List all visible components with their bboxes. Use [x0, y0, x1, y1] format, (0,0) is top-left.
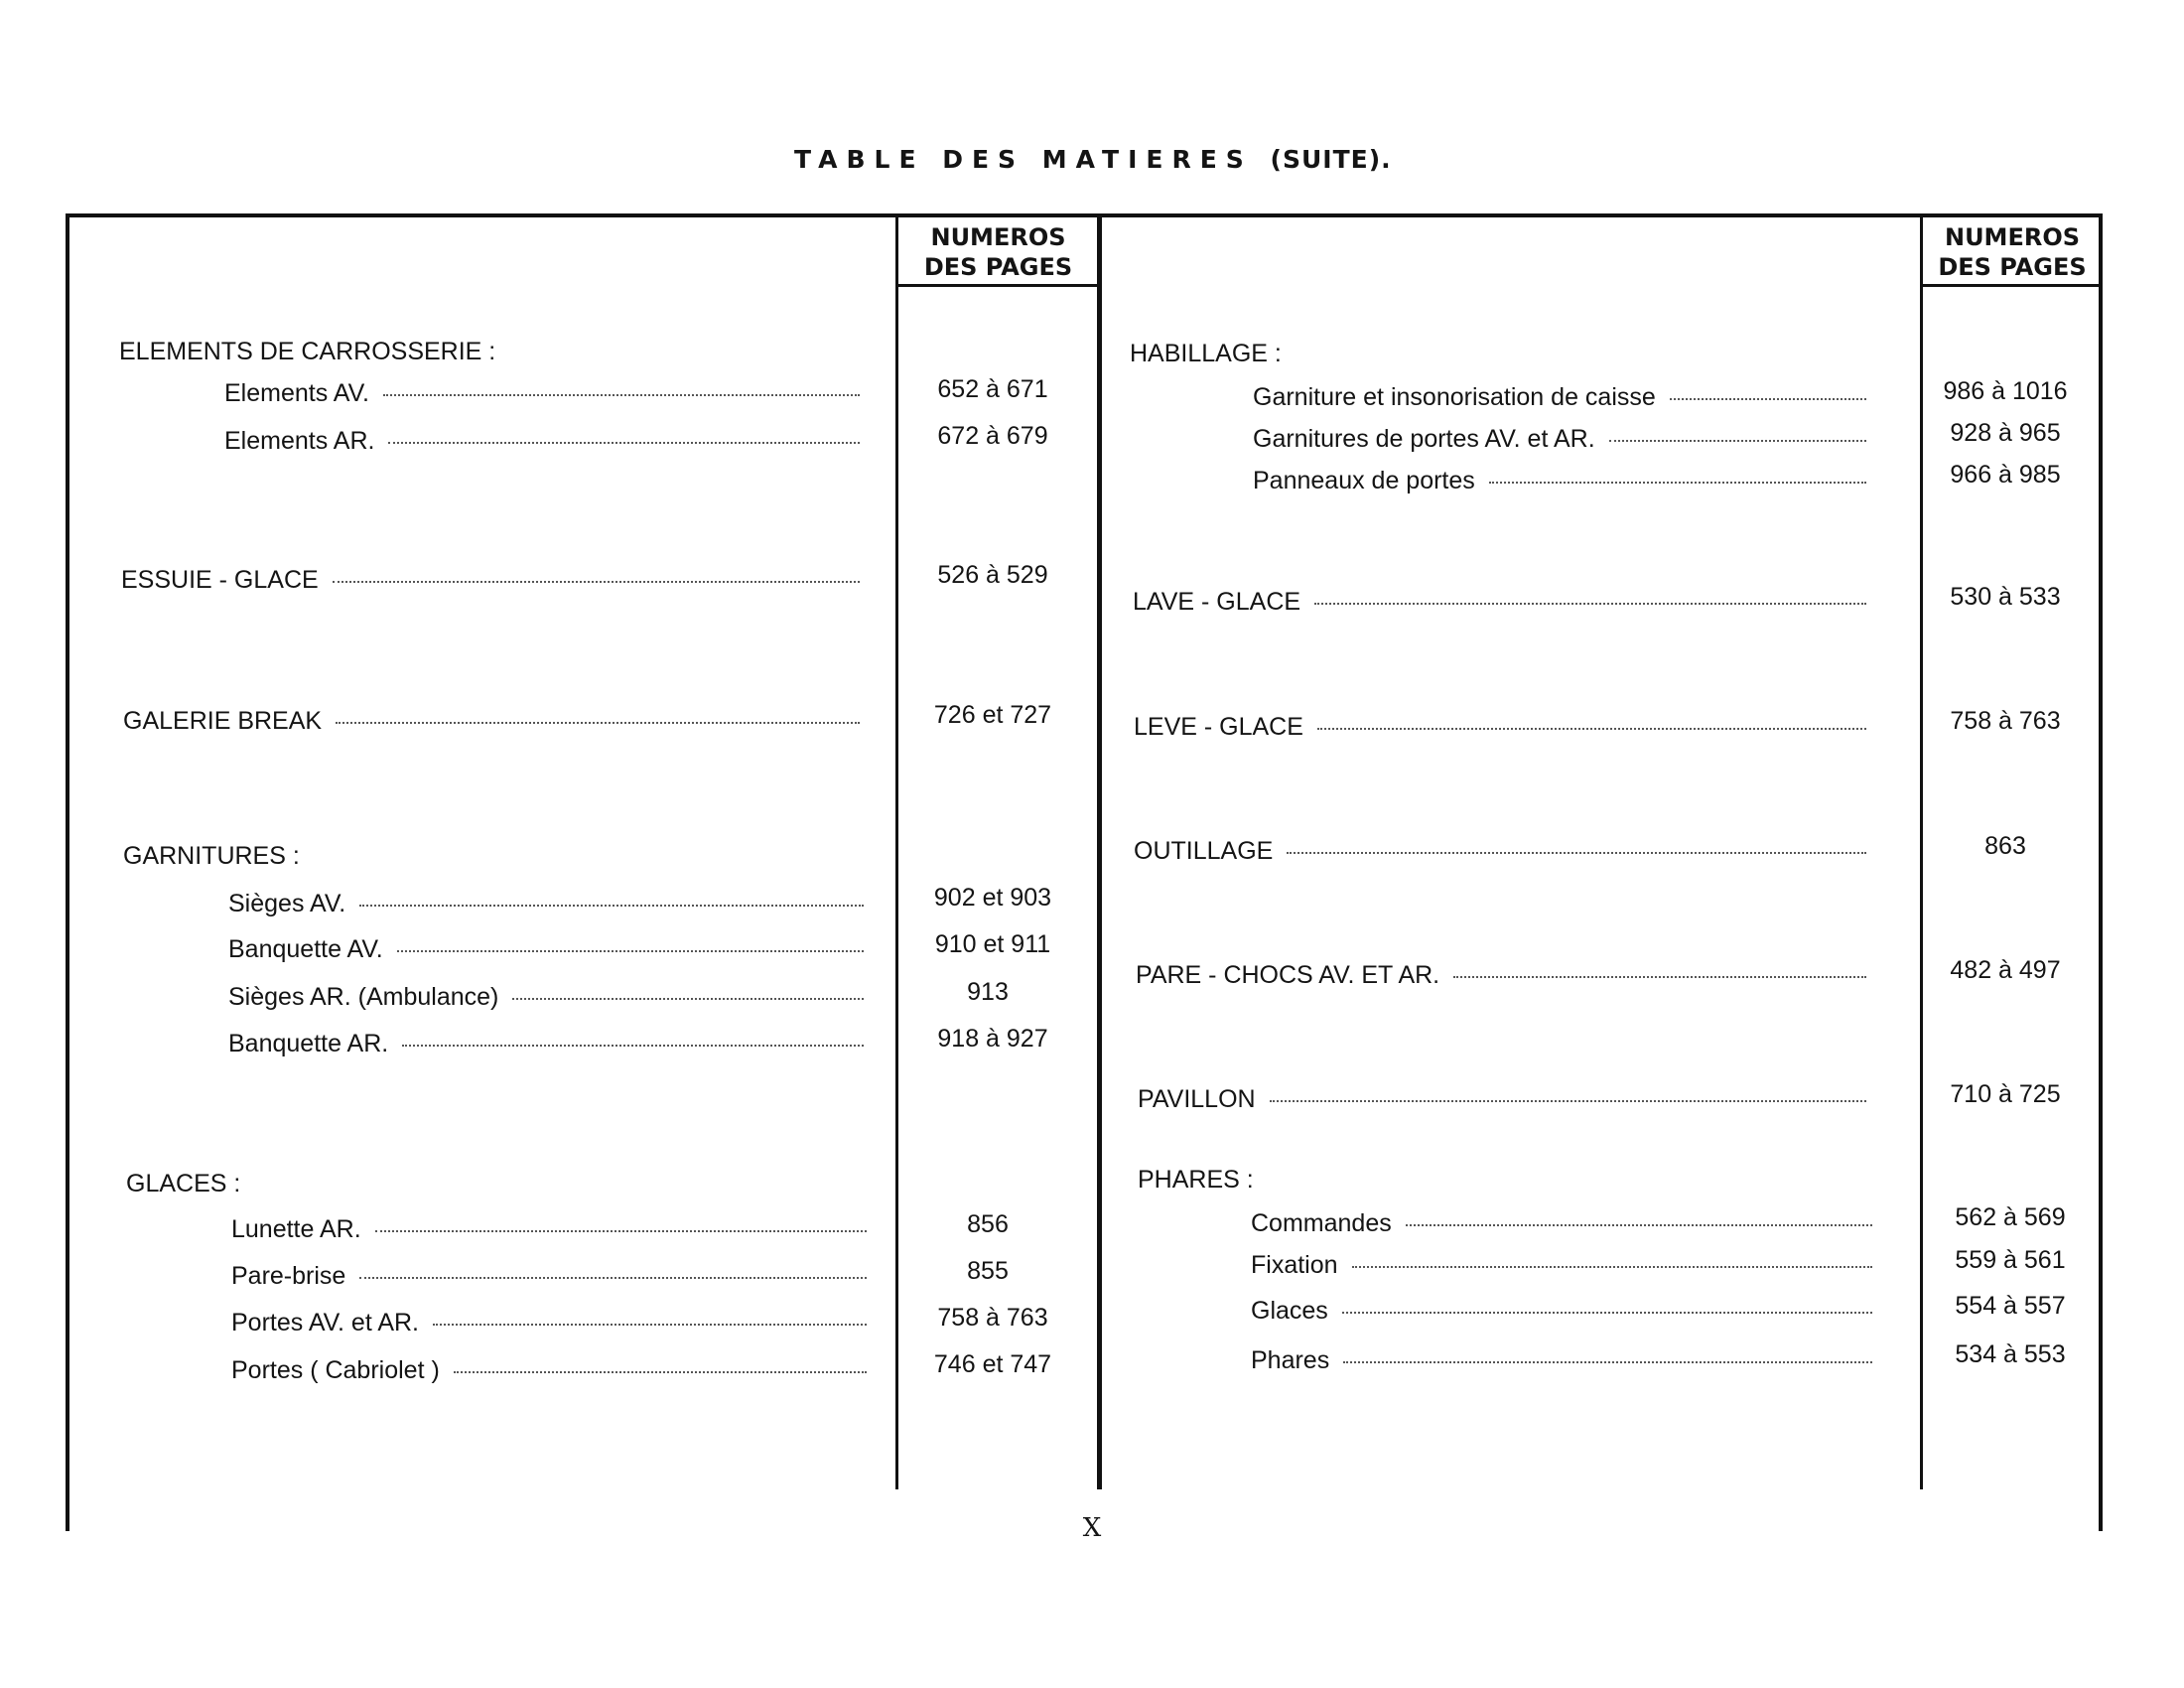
leader-dots: [388, 442, 860, 444]
page-number: 913: [967, 978, 1009, 1006]
page-number: 856: [967, 1210, 1009, 1238]
header-line2: DES PAGES: [1938, 253, 2087, 281]
page-number: 855: [967, 1257, 1009, 1285]
toc-entry[interactable]: [1251, 1346, 1872, 1375]
leader-dots: [402, 1045, 864, 1047]
page-number: 710 à 725: [1950, 1080, 2061, 1108]
leader-dots: [1670, 398, 1866, 400]
leader-dots: [433, 1324, 867, 1326]
page-number: 554 à 557: [1955, 1292, 2066, 1320]
page-number: 910 et 911: [934, 930, 1051, 958]
page-number: 986 à 1016: [1943, 377, 2068, 405]
leader-dots: [454, 1371, 867, 1373]
toc-entry[interactable]: [231, 1309, 867, 1337]
page-number: 918 à 927: [937, 1025, 1048, 1053]
toc-entry[interactable]: [1136, 961, 1866, 990]
toc-entry[interactable]: [1253, 425, 1866, 454]
leader-dots: [333, 581, 860, 583]
left-page-column-header: [897, 217, 1099, 287]
leader-dots: [397, 950, 864, 952]
entry-label: Pare-brise: [231, 1262, 346, 1290]
page-number: 526 à 529: [937, 561, 1048, 589]
entry-label: Portes AV. et AR.: [231, 1309, 420, 1336]
page-number: 863: [1984, 832, 2026, 860]
leader-dots: [1317, 728, 1866, 730]
toc-entry[interactable]: [1251, 1251, 1872, 1280]
entry-label: Glaces: [1251, 1297, 1328, 1325]
entry-label: Garniture et insonorisation de caisse: [1253, 383, 1656, 411]
left-page-column-line: [895, 217, 898, 1489]
page-number: 902 et 903: [933, 884, 1052, 912]
leader-dots: [512, 998, 864, 1000]
page-number: 746 et 747: [933, 1350, 1052, 1378]
toc-entry[interactable]: [231, 1356, 867, 1385]
page-title: [794, 145, 1390, 174]
leader-dots: [375, 1230, 867, 1232]
entry-label: Portes ( Cabriolet ): [231, 1356, 440, 1384]
toc-entry[interactable]: [231, 1262, 867, 1291]
leader-dots: [1343, 1361, 1872, 1363]
entry-label: Elements AV.: [224, 379, 369, 407]
leader-dots: [1406, 1224, 1872, 1226]
entry-label: PAVILLON: [1138, 1085, 1256, 1113]
entry-label: Panneaux de portes: [1253, 467, 1475, 494]
page-number: 652 à 671: [937, 375, 1048, 403]
page-number: 672 à 679: [937, 422, 1048, 450]
entry-label: ESSUIE - GLACE: [121, 566, 319, 594]
page-number: 482 à 497: [1950, 956, 2061, 984]
toc-entry[interactable]: [1253, 467, 1866, 495]
toc-entry[interactable]: [231, 1215, 867, 1244]
toc-entry[interactable]: [1134, 837, 1866, 866]
leader-dots: [336, 722, 860, 724]
section-heading-habillage: HABILLAGE :: [1130, 340, 1282, 367]
leader-dots: [1489, 482, 1866, 484]
leader-dots: [1270, 1100, 1866, 1102]
toc-entry[interactable]: [228, 1030, 864, 1058]
entry-label: LEVE - GLACE: [1134, 713, 1303, 741]
entry-label: Sièges AR. (Ambulance): [228, 983, 499, 1011]
entry-label: Banquette AV.: [228, 935, 383, 963]
title-suite: (SUITE).: [1270, 145, 1392, 174]
entry-label: Banquette AR.: [228, 1030, 389, 1057]
section-heading-carrosserie: ELEMENTS DE CARROSSERIE :: [119, 338, 496, 365]
entry-label: LAVE - GLACE: [1133, 588, 1301, 616]
toc-entry[interactable]: [228, 983, 864, 1012]
leader-dots: [359, 1277, 867, 1279]
section-heading-glaces: GLACES :: [126, 1170, 241, 1197]
right-page-column-header: [1922, 217, 2103, 287]
leader-dots: [1609, 440, 1866, 442]
page-number: 726 et 727: [933, 701, 1052, 729]
page-number: 562 à 569: [1955, 1203, 2066, 1231]
toc-entry[interactable]: [1253, 383, 1866, 412]
leader-dots: [1453, 976, 1866, 978]
toc-entry[interactable]: [1251, 1209, 1872, 1238]
page-number: 758 à 763: [937, 1304, 1048, 1332]
leader-dots: [1352, 1266, 1872, 1268]
entry-label: OUTILLAGE: [1134, 837, 1274, 865]
section-heading-phares: PHARES :: [1138, 1166, 1254, 1194]
page-number: 534 à 553: [1955, 1340, 2066, 1368]
page-number: 530 à 533: [1950, 583, 2061, 611]
entry-label: GALERIE BREAK: [123, 707, 323, 735]
page-number: 928 à 965: [1950, 419, 2061, 447]
page-number: 966 à 985: [1950, 461, 2061, 489]
header-line2: DES PAGES: [923, 253, 1073, 281]
page-folio: X: [1082, 1513, 1102, 1543]
entry-label: Garnitures de portes AV. et AR.: [1253, 425, 1595, 453]
entry-label: Phares: [1251, 1346, 1330, 1374]
title-main: TABLE DES MATIERES: [794, 145, 1253, 174]
section-heading-garnitures: GARNITURES :: [123, 842, 300, 870]
entry-label: Sièges AV.: [228, 890, 346, 917]
toc-entry[interactable]: [1134, 713, 1866, 742]
header-line1: NUMEROS: [1944, 223, 2081, 251]
entry-label: Fixation: [1251, 1251, 1338, 1279]
toc-entry[interactable]: [1138, 1085, 1866, 1114]
leader-dots: [1287, 852, 1866, 854]
toc-entry[interactable]: [121, 566, 860, 595]
page-number: 758 à 763: [1950, 707, 2061, 735]
header-line1: NUMEROS: [930, 223, 1066, 251]
entry-label: Lunette AR.: [231, 1215, 361, 1243]
toc-entry[interactable]: [224, 379, 860, 408]
leader-dots: [383, 394, 860, 396]
leader-dots: [1314, 603, 1866, 605]
leader-dots: [359, 905, 864, 907]
entry-label: Commandes: [1251, 1209, 1392, 1237]
page-number: 559 à 561: [1955, 1246, 2066, 1274]
toc-entry[interactable]: [1133, 588, 1866, 617]
toc-entry[interactable]: [224, 427, 860, 456]
toc-entry[interactable]: [228, 935, 864, 964]
entry-label: Elements AR.: [224, 427, 375, 455]
toc-entry[interactable]: [123, 707, 860, 736]
entry-label: PARE - CHOCS AV. ET AR.: [1136, 961, 1440, 989]
toc-entry[interactable]: [1251, 1297, 1872, 1326]
toc-entry[interactable]: [228, 890, 864, 918]
leader-dots: [1342, 1312, 1872, 1314]
center-divider: [1097, 217, 1102, 1489]
